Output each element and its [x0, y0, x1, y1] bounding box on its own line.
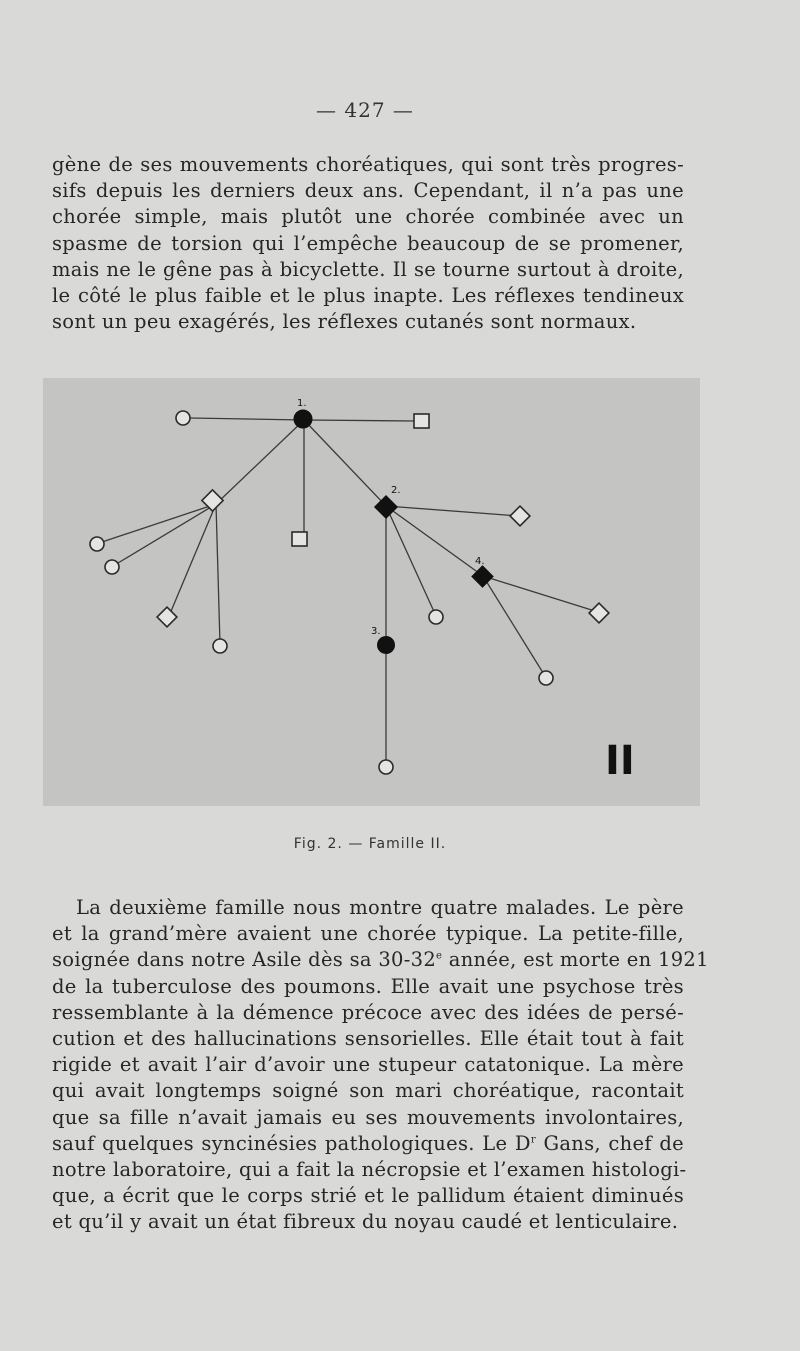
female-symbol [213, 639, 227, 653]
pedigree-label-4: 4. [475, 556, 485, 567]
text-line: que, a écrit que le corps strié et le pallidum étaient diminués [52, 1184, 684, 1208]
female-symbol [379, 760, 393, 774]
text-fragment: soignée dans notre Asile dès sa 30-32 [52, 948, 437, 972]
pedigree-label-3: 3. [371, 626, 381, 637]
text-line: le côté le plus faible et le plus inapte. Les réflexes tendineux [52, 284, 684, 308]
pedigree-line [216, 504, 220, 644]
male-symbol [414, 414, 429, 428]
superscript: r [530, 1134, 536, 1146]
text-line: spasme de torsion qui l’empêche beaucoup de se promener, [52, 231, 684, 255]
text-line: ressemblante à la démence précoce avec des idées de persé- [52, 1000, 684, 1024]
affected-unknown-sex-symbol [472, 566, 493, 587]
pedigree-chart [43, 378, 700, 806]
text-fragment: année, est morte en 1921 [442, 948, 709, 972]
pedigree-line [483, 576, 598, 612]
pedigree-label-1: 1. [297, 398, 307, 409]
female-symbol [90, 537, 104, 551]
paragraph-bottom [52, 895, 709, 1236]
text-line: La deuxième famille nous montre quatre malades. Le père [76, 896, 684, 919]
pedigree-line [190, 418, 304, 420]
pedigree-figure [43, 378, 700, 806]
affected-male-symbol [294, 410, 312, 428]
pedigree-line [99, 504, 216, 543]
pedigree-line [169, 504, 216, 616]
female-symbol [429, 610, 443, 624]
text-line: sont un peu exagérés, les réflexes cutanés sont normaux. [52, 310, 637, 334]
pedigree-line [483, 576, 545, 676]
pedigree-line [216, 420, 304, 504]
female-symbol [539, 671, 553, 685]
female-symbol [105, 560, 119, 574]
text-line: cution et des hallucinations sensorielles. Elle était tout à fait [52, 1027, 684, 1051]
pedigree-label-2: 2. [391, 485, 401, 496]
text-line: mais ne le gêne pas à bicyclette. Il se tourne surtout à droite, [52, 257, 684, 281]
text-line: de la tuberculose des poumons. Elle avait une psychose très [52, 974, 684, 998]
text-line: sifs depuis les derniers deux ans. Cependant, il n’a pas une [52, 179, 684, 203]
male-symbol [292, 532, 307, 546]
text-fragment: Gans, chef de [535, 1131, 684, 1155]
unknown-sex-symbol [510, 506, 530, 526]
pedigree-line [386, 506, 483, 576]
figure-caption: Fig. 2. — Famille II. [293, 836, 447, 852]
text-line: rigide et avait l’air d’avoir une stupeur catatonique. La mère [52, 1053, 684, 1077]
unknown-sex-symbol [589, 603, 609, 623]
pedigree-line [304, 420, 386, 506]
affected-female-symbol [378, 637, 395, 654]
pedigree-line [386, 506, 519, 516]
text-line: notre laboratoire, qui a fait la nécropsie et l’examen histologi- [52, 1158, 687, 1182]
pedigree-line [113, 504, 216, 566]
text-line [52, 1131, 684, 1157]
superscript: e [436, 950, 443, 962]
text-line [52, 947, 709, 973]
text-line: que sa fille n’avait jamais eu ses mouvements involontaires, [52, 1105, 684, 1129]
pedigree-line [304, 420, 414, 421]
text-line: gène de ses mouvements choréatiques, qui sont très progres- [52, 153, 684, 176]
text-line: qui avait longtemps soigné son mari choréatique, racontait [52, 1079, 684, 1103]
text-line: et qu’il y avait un état fibreux du noyau caudé et lenticulaire. [52, 1210, 679, 1234]
female-symbol [176, 411, 190, 425]
affected-unknown-sex-symbol [375, 496, 398, 519]
paragraph-top [52, 152, 684, 335]
unknown-sex-symbol [157, 607, 177, 627]
text-line: et la grand’mère avaient une chorée typique. La petite-fille, [52, 922, 684, 946]
text-line: chorée simple, mais plutôt une chorée combinée avec un [52, 205, 684, 229]
pedigree-line [386, 506, 436, 616]
family-numeral: II [605, 738, 635, 784]
text-fragment: sauf quelques syncinésies pathologiques. Le D [52, 1131, 531, 1155]
page-number: — 427 — [316, 98, 414, 122]
